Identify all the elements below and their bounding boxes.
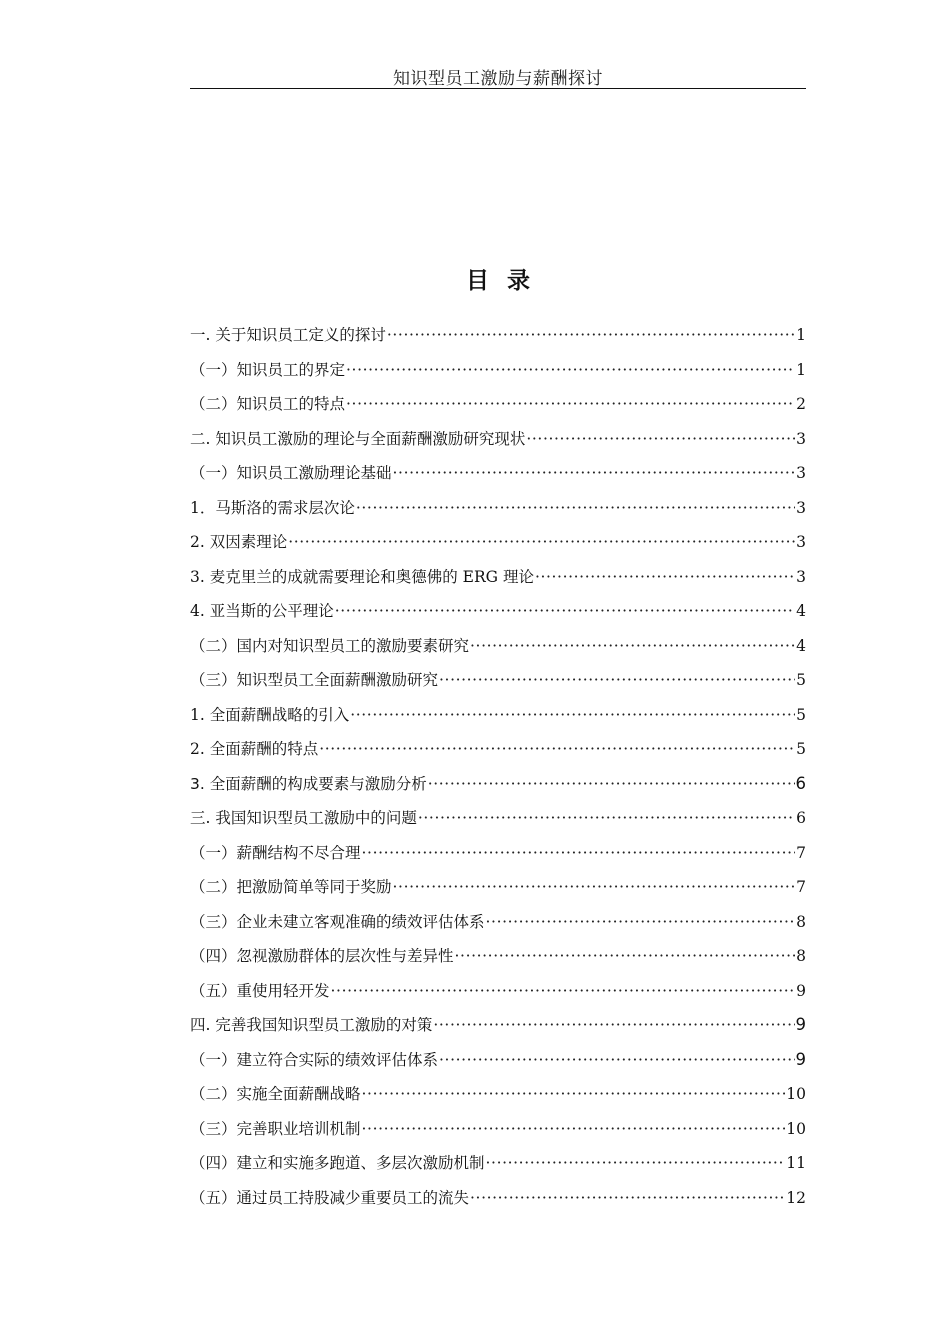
toc-entry-page: 9 <box>795 1049 806 1069</box>
running-header: 知识型员工激励与薪酬探讨 <box>393 69 603 89</box>
toc-entry-page: 4 <box>796 602 806 620</box>
toc-entry-page: 1 <box>796 326 806 344</box>
dot-leader <box>346 387 795 422</box>
dot-leader <box>362 836 796 871</box>
toc-entry-label: （一）薪酬结构不尽合理 <box>190 843 361 862</box>
toc-entry[interactable] <box>190 836 806 871</box>
header-rule <box>190 88 806 89</box>
toc-entry-label: 2. 双因素理论 <box>190 533 288 551</box>
toc-entry[interactable] <box>190 629 806 664</box>
toc-entry-label: 一. 关于知识员工定义的探讨 <box>190 326 386 344</box>
toc-entry[interactable] <box>190 1043 806 1078</box>
dot-leader <box>439 663 795 698</box>
toc-entry-page: 3 <box>796 429 806 448</box>
toc-entry-label: 2. 全面薪酬的特点 <box>190 740 319 758</box>
toc-entry-page: 9 <box>795 1015 806 1034</box>
toc-entry-page: 9 <box>796 981 806 1000</box>
table-of-contents <box>190 318 806 1215</box>
dot-leader <box>486 1146 786 1181</box>
toc-entry-label: 二. 知识员工激励的理论与全面薪酬激励研究现状 <box>190 429 526 448</box>
toc-entry[interactable] <box>190 974 806 1009</box>
toc-entry-label: （四）建立和实施多跑道、多层次激励机制 <box>190 1154 485 1172</box>
toc-entry-page: 5 <box>796 740 806 758</box>
dot-leader <box>535 560 795 595</box>
toc-entry[interactable] <box>190 1008 806 1043</box>
toc-entry-label: （一）建立符合实际的绩效评估体系 <box>190 1050 439 1069</box>
toc-entry[interactable] <box>190 525 806 560</box>
toc-entry[interactable] <box>190 1146 806 1181</box>
toc-entry-label: （五）通过员工持股减少重要员工的流失 <box>190 1188 470 1207</box>
toc-entry-page: 6 <box>795 773 806 793</box>
toc-entry[interactable] <box>190 767 806 802</box>
toc-entry-label: （四）忽视激励群体的层次性与差异性 <box>190 947 454 965</box>
toc-entry-label: （三）完善职业培训机制 <box>190 1119 361 1138</box>
toc-entry[interactable] <box>190 594 806 629</box>
toc-entry[interactable] <box>190 939 806 974</box>
toc-entry-page: 3 <box>796 533 806 551</box>
toc-entry-page: 8 <box>796 947 806 965</box>
toc-entry-page: 1 <box>796 360 806 379</box>
toc-entry-page: 8 <box>796 912 806 931</box>
dot-leader <box>418 801 795 836</box>
dot-leader <box>331 974 796 1009</box>
dot-leader <box>319 732 795 767</box>
dot-leader <box>526 422 795 457</box>
toc-entry-label: （三）知识型员工全面薪酬激励研究 <box>190 671 439 689</box>
toc-entry-label: （二）国内对知识型员工的激励要素研究 <box>190 636 470 655</box>
dot-leader <box>393 870 796 905</box>
toc-entry[interactable] <box>190 387 806 422</box>
toc-entry-page: 6 <box>796 809 806 827</box>
toc-entry[interactable] <box>190 491 806 526</box>
dot-leader <box>393 456 796 491</box>
toc-entry-page: 10 <box>786 1085 806 1103</box>
dot-leader <box>346 353 795 388</box>
dot-leader <box>428 767 795 802</box>
toc-entry[interactable] <box>190 560 806 595</box>
toc-entry-label: （五）重使用轻开发 <box>190 981 330 1000</box>
toc-entry-label: 三. 我国知识型员工激励中的问题 <box>190 809 417 827</box>
toc-entry-label: （二）知识员工的特点 <box>190 395 346 413</box>
toc-entry-label: 3. 全面薪酬的构成要素与激励分析 <box>190 774 427 793</box>
toc-entry[interactable] <box>190 1077 806 1112</box>
toc-entry-page: 5 <box>796 671 806 689</box>
toc-entry[interactable] <box>190 698 806 733</box>
dot-leader <box>356 491 795 526</box>
dot-leader <box>350 698 795 733</box>
toc-entry[interactable] <box>190 870 806 905</box>
dot-leader <box>470 1181 785 1216</box>
toc-entry-label: 4. 亚当斯的公平理论 <box>190 602 334 620</box>
toc-entry[interactable] <box>190 1181 806 1216</box>
toc-entry[interactable] <box>190 456 806 491</box>
toc-entry-page: 7 <box>796 843 806 862</box>
toc-entry-page: 3 <box>796 498 806 517</box>
toc-entry-label: 1．马斯洛的需求层次论 <box>190 498 355 517</box>
toc-entry-page: 10 <box>786 1119 806 1138</box>
toc-entry-label: 四. 完善我国知识型员工激励的对策 <box>190 1016 433 1034</box>
toc-entry[interactable] <box>190 801 806 836</box>
toc-entry-page: 2 <box>796 395 806 413</box>
toc-entry-page: 11 <box>786 1154 806 1172</box>
dot-leader <box>439 1043 794 1078</box>
toc-entry-page: 3 <box>796 464 806 482</box>
toc-entry[interactable] <box>190 1112 806 1147</box>
toc-entry[interactable] <box>190 422 806 457</box>
dot-leader <box>486 905 796 940</box>
toc-entry-label: （三）企业未建立客观准确的绩效评估体系 <box>190 912 485 931</box>
toc-entry-page: 3 <box>796 567 806 586</box>
toc-entry[interactable] <box>190 663 806 698</box>
dot-leader <box>387 318 795 353</box>
toc-entry-label: 1. 全面薪酬战略的引入 <box>190 705 350 724</box>
toc-entry[interactable] <box>190 732 806 767</box>
toc-entry[interactable] <box>190 905 806 940</box>
dot-leader <box>470 629 795 664</box>
toc-entry[interactable] <box>190 353 806 388</box>
toc-entry-page: 7 <box>796 878 806 896</box>
toc-title: 目录 <box>466 268 548 294</box>
toc-entry-page: 4 <box>796 636 806 655</box>
dot-leader <box>335 594 795 629</box>
toc-entry-label: （一）知识员工的界定 <box>190 360 346 379</box>
dot-leader <box>362 1112 786 1147</box>
toc-entry[interactable] <box>190 318 806 353</box>
toc-entry-label: 3. 麦克里兰的成就需要理论和奥德佛的 ERG 理论 <box>190 567 534 586</box>
toc-entry-label: （二）实施全面薪酬战略 <box>190 1085 361 1103</box>
dot-leader <box>455 939 796 974</box>
dot-leader <box>433 1008 794 1043</box>
toc-entry-label: （二）把激励简单等同于奖励 <box>190 878 392 896</box>
toc-entry-page: 12 <box>786 1188 806 1207</box>
toc-entry-page: 5 <box>796 705 806 724</box>
dot-leader <box>288 525 795 560</box>
dot-leader <box>362 1077 786 1112</box>
toc-entry-label: （一）知识员工激励理论基础 <box>190 464 392 482</box>
